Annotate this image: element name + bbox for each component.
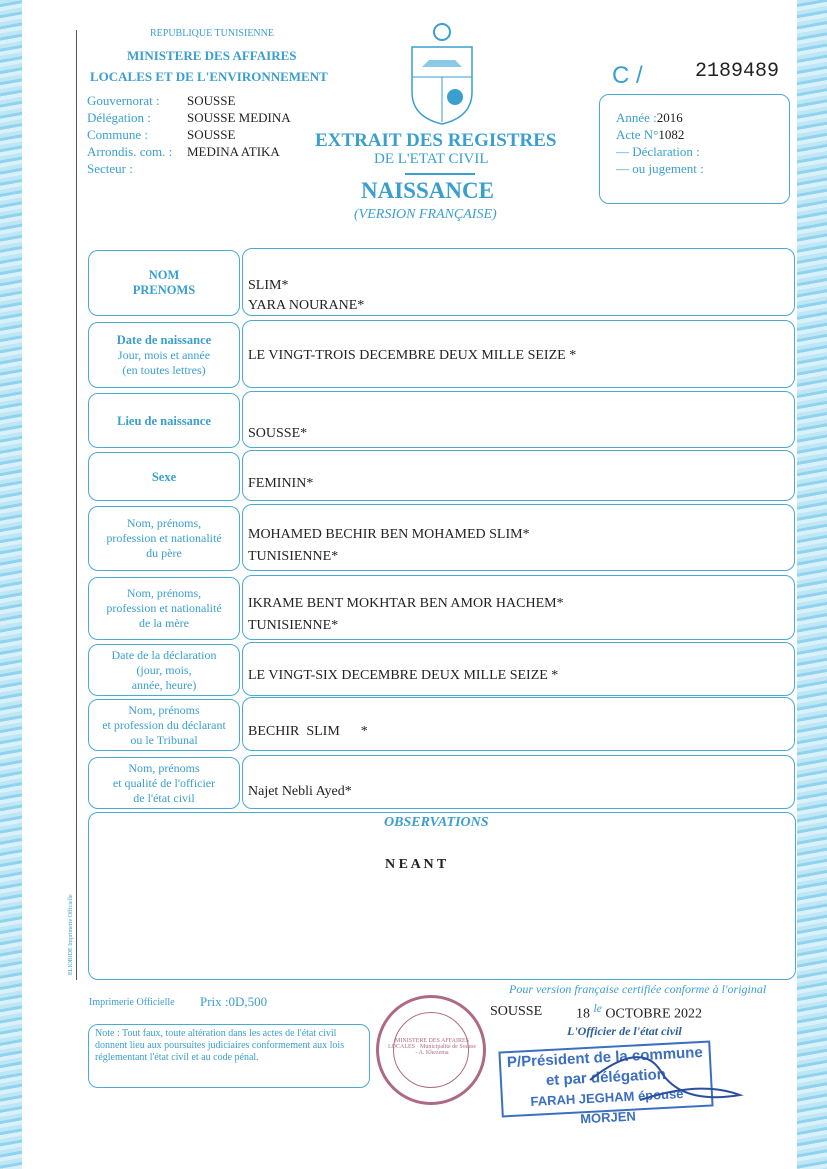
value-declaration: LE VINGT-SIX DECEMBRE DEUX MILLE SEIZE * — [248, 668, 559, 683]
label-mere: Nom, prénoms, profession et nationalité de la mère — [88, 577, 240, 640]
label-pere: Nom, prénoms, profession et nationalité du père — [88, 506, 240, 571]
value-lieu: SOUSSE* — [248, 426, 308, 441]
value-officier: Najet Nebli Ayed* — [248, 784, 352, 799]
right-border-pattern — [797, 0, 827, 1169]
serial-number: 2189489 — [695, 60, 780, 83]
label-date-naissance: Date de naissance Jour, mois et année (en toutes lettres) — [88, 322, 240, 388]
value-nationalite-pere: TUNISIENNE* — [248, 549, 339, 564]
acte-box: Année :2016 Acte N°1082 — Déclaration : — ou jugement : — [599, 94, 790, 204]
title: EXTRAIT DES REGISTRES — [315, 130, 557, 151]
certified-text: Pour version française certifiée conforme à l'original — [509, 982, 767, 996]
label-declaration: Date de la déclaration (jour, mois, année, heure) — [88, 644, 240, 696]
coat-of-arms-icon — [407, 22, 477, 127]
subtitle: DE L'ETAT CIVIL — [374, 151, 489, 167]
label-declarant: Nom, prénoms et profession du déclarant ou le Tribunal — [88, 699, 240, 751]
divider — [405, 173, 475, 175]
price: Prix :0D,500 — [200, 994, 268, 1009]
place: SOUSSE — [490, 1004, 543, 1019]
ministry: MINISTERE DES AFFAIRES — [127, 48, 297, 63]
value-nationalite-mere: TUNISIENNE* — [248, 618, 339, 633]
value-declarant: BECHIR SLIM * — [248, 724, 368, 739]
serial-prefix: C / — [612, 62, 643, 89]
observations-title: OBSERVATIONS — [384, 815, 489, 830]
value-mere: IKRAME BENT MOKHTAR BEN AMOR HACHEM* — [248, 596, 564, 611]
republic: REPUBLIQUE TUNISIENNE — [150, 28, 274, 39]
signature — [580, 1050, 750, 1110]
printer: Imprimerie Officielle — [89, 997, 175, 1008]
observations-text: N E A N T — [385, 857, 447, 872]
note-box: Note : Tout faux, toute altération dans les actes de l'état civil donnent lieu aux poursuites judiciaires conformement aux lois réglementant l'état civil et au code pénal. — [88, 1024, 370, 1088]
value-date-naissance: LE VINGT-TROIS DECEMBRE DEUX MILLE SEIZE * — [248, 348, 577, 363]
label-nom: NOM PRENOMS — [88, 250, 240, 316]
municipal-seal: MINISTERE DES AFFAIRES LOCALES · Municipalité de Sousse - A. Khezema — [376, 995, 486, 1105]
label-officier: Nom, prénoms et qualité de l'officier de l'état civil — [88, 757, 240, 809]
officer-title: L'Officier de l'état civil — [567, 1024, 682, 1038]
value-pere: MOHAMED BECHIR BEN MOHAMED SLIM* — [248, 527, 530, 542]
value-sexe: FEMININ* — [248, 476, 314, 491]
margin-line — [76, 30, 77, 980]
date: 18 $^{le}$ OCTOBRE 2022 — [576, 1002, 703, 1022]
label-lieu: Lieu de naissance — [88, 393, 240, 448]
value-prenoms: YARA NOURANE* — [248, 298, 365, 313]
naissance-title: NAISSANCE — [361, 178, 494, 203]
value-box — [242, 755, 795, 809]
left-border-pattern — [0, 0, 22, 1169]
version: (VERSION FRANÇAISE) — [354, 207, 497, 222]
value-box — [242, 450, 795, 501]
observations-box — [88, 812, 796, 980]
value-box — [242, 391, 795, 448]
ministry: LOCALES ET DE L'ENVIRONNEMENT — [90, 69, 328, 84]
admin-fields: Gouvernorat : SOUSSE Délégation : SOUSSE MEDINA Commune : SOUSSE Arrondis. com. : MEDINA ATIKA Secteur : — [87, 93, 291, 176]
value-nom: SLIM* — [248, 278, 289, 293]
side-printer-text: ELIOBIDE Imprimerie Officielle — [68, 894, 74, 975]
label-sexe: Sexe — [88, 452, 240, 501]
delegation-stamp: P/Président de la commune et par délégation FARAH JEGHAM épouse MORJEN — [498, 1040, 713, 1117]
